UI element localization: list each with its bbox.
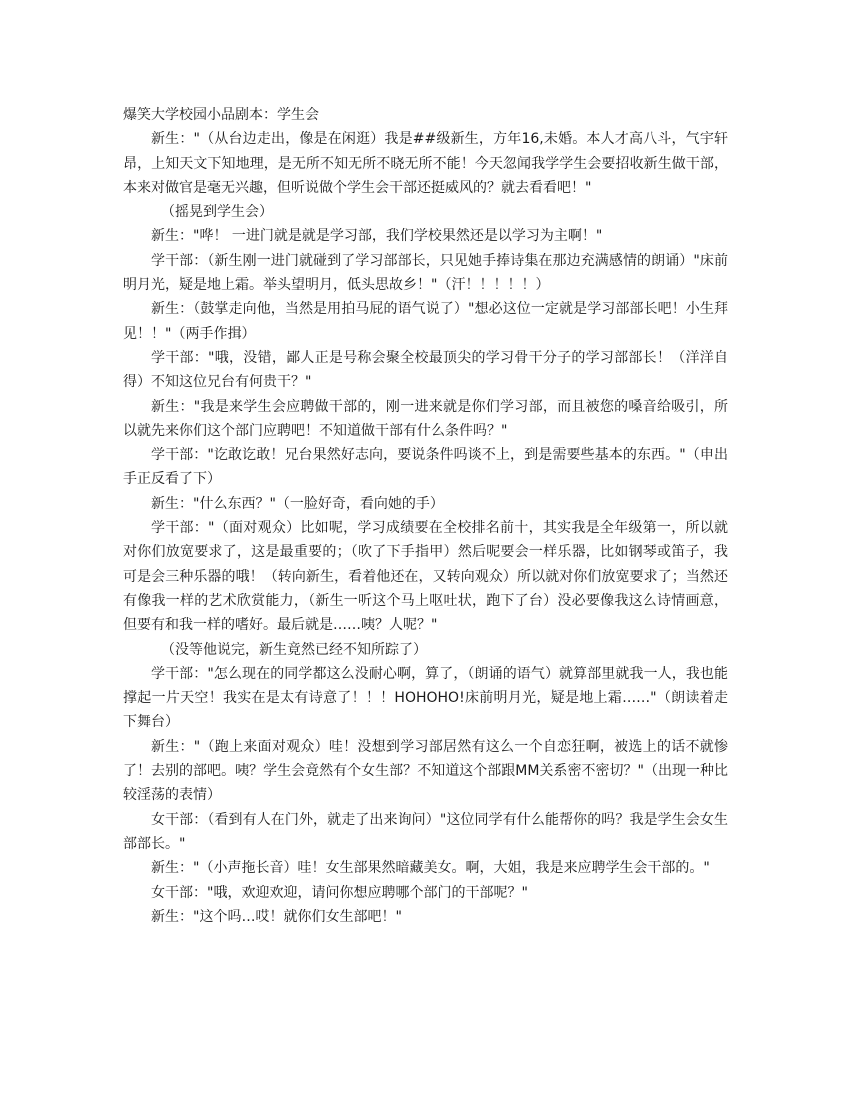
document-body — [123, 103, 728, 929]
paragraph-7: 新生："我是来学生会应聘做干部的，刚一进来就是你们学习部，而且被您的嗓音给吸引，所以就先来你们这个部门应聘吧！不知道做干部有什么条件吗？" — [123, 398, 728, 439]
paragraph-15: 新生："（小声拖长音）哇！女生部果然暗藏美女。啊，大姐，我是来应聘学生会干部的。" — [151, 860, 710, 877]
paragraph-14: 女干部：（看到有人在门外，就走了出来询问）"这位同学有什么能帮你的吗？我是学生会女生部部长。" — [123, 811, 728, 852]
paragraph-3: 新生："哗！ 一进门就是就是学习部，我们学校果然还是以学习为主啊！" — [151, 228, 603, 245]
document-title: 爆笑大学校园小品剧本：学生会 — [123, 107, 319, 123]
stage-direction-2: （没等他说完，新生竟然已经不知所踪了） — [161, 641, 427, 658]
paragraph-16: 女干部："哦，欢迎欢迎，请问你想应聘哪个部门的干部呢？" — [151, 884, 528, 901]
paragraph-17: 新生："这个吗…哎！就你们女生部吧！" — [151, 908, 402, 925]
paragraph-10: 学干部："（面对观众）比如呢，学习成绩要在全校排名前十，其实我是全年级第一，所以就对你们放宽要求了，这是最重要的；（吹了下手指甲）然后呢要会一样乐器，比如钢琴或笛子，我可是会三种乐器的哦！（转向新生，看着他还在，又转向观众）所以就对你们放宽要求了；当然还有像我一样的艺术欣赏能力，（新生一听这个马上呕吐状，跑下了台）没必要像我这么诗情画意，但要有和我一样的嗜好。最后就是……咦？人呢？" — [123, 520, 728, 634]
paragraph-9: 新生："什么东西？"（一脸好奇，看向她的手） — [151, 495, 444, 512]
paragraph-8: 学干部："讫敢讫敢！兄台果然好志向，要说条件吗谈不上，到是需要些基本的东西。"（申出手正反看了下） — [123, 447, 728, 488]
paragraph-13: 新生："（跑上来面对观众）哇！没想到学习部居然有这么一个自恋狂啊，被选上的话不就惨了！去别的部吧。咦？学生会竟然有个女生部？不知道这个部跟MM关系密不密切？"（出现一种比较淫荡的表情） — [123, 738, 728, 804]
stage-direction-1: （摇晃到学生会） — [161, 204, 273, 221]
paragraph-4: 学干部：（新生刚一进门就碰到了学习部部长，只见她手捧诗集在那边充满感情的朗诵）"床前明月光，疑是地上霜。举头望明月，低头思故乡！"（汗！！！！！） — [123, 252, 728, 294]
paragraph-12: 学干部："怎么现在的同学都这么没耐心啊，算了，（朗诵的语气）就算部里就我一人，我也能撑起一片天空！我实在是太有诗意了！！！HOHOHO!床前明月光，疑是地上霜……"（朗读着走下舞台） — [123, 665, 728, 731]
paragraph-1: 新生："（从台边走出，像是在闲逛）我是##级新生，方年16,未婚。本人才高八斗，气宇轩昂，上知天文下知地理，是无所不知无所不晓无所不能！今天忽闻我学学生会要招收新生做干部，本来对做官是毫无兴趣，但听说做个学生会干部还挺威风的？就去看看吧！" — [123, 131, 728, 196]
paragraph-6: 学干部："哦，没错，鄙人正是号称会聚全校最顶尖的学习骨干分子的学习部部长！（洋洋自得）不知这位兄台有何贵干？" — [123, 349, 728, 391]
paragraph-5: 新生：（鼓掌走向他，当然是用拍马屁的语气说了）"想必这位一定就是学习部部长吧！小生拜见！！"（两手作揖） — [123, 301, 728, 342]
